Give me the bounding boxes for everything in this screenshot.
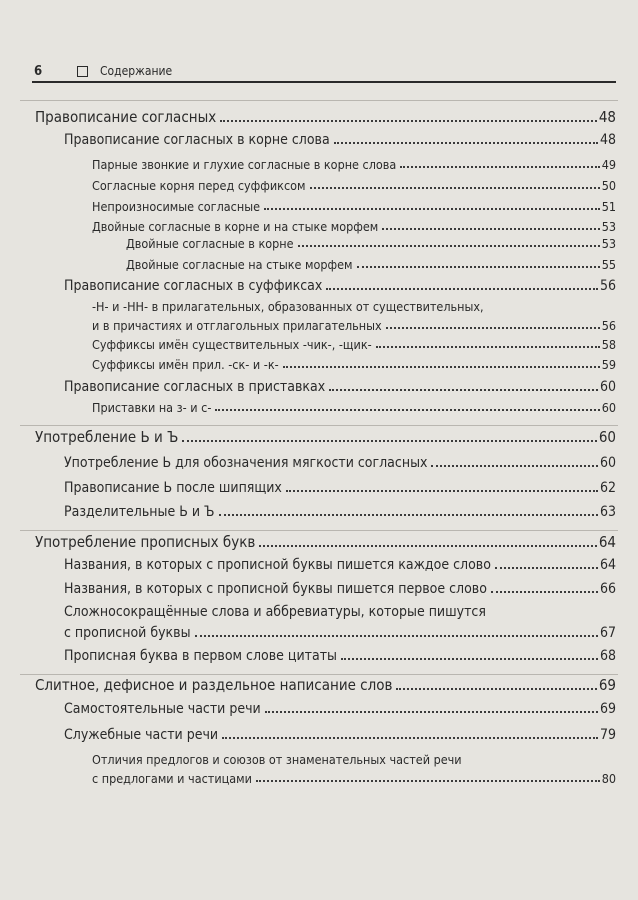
toc-entry-page: 62 [599,480,616,496]
toc-entry-page: 64 [599,557,616,573]
toc-entry-title: Правописание согласных в приставках [64,379,326,395]
toc-entry-page: 68 [599,648,616,664]
toc-entry[interactable] [92,400,616,415]
toc-entry-page: 60 [599,379,616,395]
toc-entry-page: 53 [601,219,616,234]
dot-leader [334,142,598,144]
dot-leader [298,245,600,247]
toc-entry-page: 67 [599,625,616,641]
checkbox-square-icon [77,66,88,77]
dot-leader [329,389,598,391]
toc-entry[interactable] [92,199,616,214]
toc-entry-title: Названия, в которых с прописной буквы пишется первое слово [64,581,487,597]
toc-entry[interactable] [92,157,616,172]
toc-entry[interactable] [64,480,616,496]
toc-entry-page: 58 [601,337,616,352]
toc-entry[interactable] [126,236,616,251]
toc-entry-title: и в причастиях и отглагольных прилагательных [92,318,382,333]
toc-entry[interactable] [64,132,616,148]
toc-entry-page: 69 [598,676,616,694]
toc-entry-title: Прописная буква в первом слове цитаты [64,648,337,664]
toc-entry-page: 56 [601,318,616,333]
toc-entry[interactable] [35,533,616,551]
toc-entry[interactable] [64,648,616,664]
toc-entry[interactable] [35,428,616,446]
toc-entry-page: 60 [599,455,616,471]
dot-leader [386,327,600,329]
toc-entry-title: Употребление прописных букв [35,533,256,551]
dot-leader [286,490,598,492]
toc-entry-title: Приставки на з- и с- [92,400,212,415]
toc-entry[interactable] [64,504,616,520]
toc-entry-first-line: Отличия предлогов и союзов от знаменательных частей речи [92,752,462,767]
toc-entry-page: 64 [598,533,616,551]
toc-entry[interactable] [64,581,616,597]
dot-leader [215,409,599,411]
toc-entry-title: Двойные согласные в корне [126,236,294,251]
toc-entry[interactable] [64,278,616,294]
dot-leader [256,780,600,782]
toc-entry-page: 48 [599,132,616,148]
toc-entry-page: 79 [599,727,616,743]
toc-entry[interactable] [92,318,616,333]
toc-entry-title: Служебные части речи [64,727,219,743]
toc-entry-title: Названия, в которых с прописной буквы пишется каждое слово [64,557,491,573]
toc-entry[interactable] [92,357,616,372]
dot-leader [222,737,598,739]
toc-entry-title: Непроизносимые согласные [92,199,261,214]
toc-entry-title: с прописной буквы [64,625,191,641]
toc-entry-title: Правописание согласных [35,108,217,126]
toc-entry[interactable] [92,219,616,234]
toc-entry-page: 48 [598,108,616,126]
toc-entry-title: Парные звонкие и глухие согласные в корне слова [92,157,397,172]
toc-entry-title: Употребление Ь и Ъ [35,428,179,446]
dot-leader [182,440,597,442]
dot-leader [396,688,596,690]
toc-entry-page: 66 [599,581,616,597]
toc-entry-title: Суффиксы имён существительных -чик-, -щик- [92,337,372,352]
toc-entry-page: 55 [601,257,616,272]
toc-entry[interactable] [64,625,616,641]
toc-entry-page: 60 [601,400,616,415]
dot-leader [376,346,600,348]
toc-entry[interactable] [35,676,616,694]
header-rule [32,81,616,83]
toc-entry-page: 60 [598,428,616,446]
dot-leader [220,120,597,122]
toc-entry[interactable] [92,771,616,786]
dot-leader [264,208,600,210]
section-divider [20,530,618,531]
toc-entry-title: Самостоятельные части речи [64,701,261,717]
dot-leader [382,228,599,230]
dot-leader [310,187,600,189]
toc-entry[interactable] [64,379,616,395]
section-divider [20,674,618,675]
section-divider [20,425,618,426]
toc-entry-title: Слитное, дефисное и раздельное написание слов [35,676,393,694]
toc-entry-page: 63 [599,504,616,520]
toc-entry-first-line: Сложносокращённые слова и аббревиатуры, которые пишутся [64,604,486,620]
dot-leader [259,545,597,547]
running-header-title: Содержание [100,64,173,78]
toc-entry[interactable] [92,178,616,193]
toc-entry-page: 49 [601,157,616,172]
dot-leader [357,266,600,268]
toc-entry-page: 59 [601,357,616,372]
dot-leader [195,635,598,637]
toc-entry-page: 50 [601,178,616,193]
toc-entry-title: Двойные согласные в корне и на стыке морфем [92,219,379,234]
dot-leader [265,711,598,713]
toc-entry-page: 51 [601,199,616,214]
dot-leader [400,166,599,168]
dot-leader [283,366,600,368]
dot-leader [341,658,598,660]
dot-leader [431,465,598,467]
toc-entry[interactable] [64,557,616,573]
toc-entry[interactable] [92,337,616,352]
toc-entry-title: Правописание согласных в суффиксах [64,278,323,294]
toc-entry-title: Согласные корня перед суффиксом [92,178,306,193]
toc-entry-title: Двойные согласные на стыке морфем [126,257,353,272]
toc-entry[interactable] [64,701,616,717]
toc-entry-title: Употребление Ь для обозначения мягкости согласных [64,455,428,471]
toc-entry[interactable] [64,455,616,471]
toc-entry-title: Правописание Ь после шипящих [64,480,282,496]
dot-leader [219,514,598,516]
section-divider [20,100,618,101]
toc-entry-title: Правописание согласных в корне слова [64,132,330,148]
toc-entry-first-line: -Н- и -НН- в прилагательных, образованных от существительных, [92,299,484,314]
page-number: 6 [34,64,43,79]
toc-entry-title: Суффиксы имён прил. -ск- и -к- [92,357,279,372]
toc-entry-page: 56 [599,278,616,294]
toc-entry-title: с предлогами и частицами [92,771,252,786]
toc-entry-title: Разделительные Ь и Ъ [64,504,215,520]
toc-entry-page: 80 [601,771,616,786]
toc-entry[interactable] [126,257,616,272]
toc-entry-page: 69 [599,701,616,717]
dot-leader [495,567,598,569]
dot-leader [491,591,598,593]
toc-entry[interactable] [64,727,616,743]
toc-entry[interactable] [35,108,616,126]
dot-leader [326,288,598,290]
toc-entry-page: 53 [601,236,616,251]
